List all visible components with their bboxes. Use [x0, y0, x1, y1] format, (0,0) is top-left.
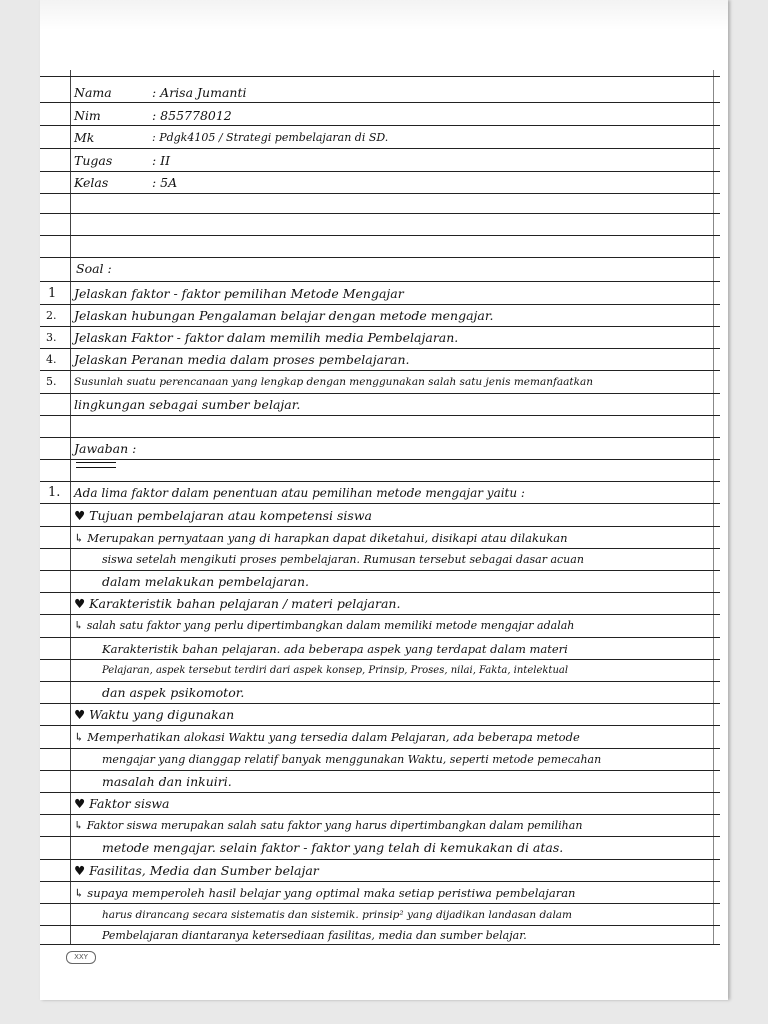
question-text: Jelaskan hubungan Pengalaman belajar dengan metode mengajar. — [74, 308, 494, 323]
notebook-page — [40, 0, 728, 1000]
ruled-line — [40, 235, 720, 236]
ruled-line — [40, 125, 720, 126]
question-text: Susunlah suatu perencanaan yang lengkap dengan menggunakan salah satu jenis memanfaatkan — [74, 376, 593, 388]
question-text: Jelaskan faktor - faktor pemilihan Metode Mengajar — [74, 286, 404, 301]
ruled-line — [40, 348, 720, 349]
answer-line: ↳ Faktor siswa merupakan salah satu faktor yang harus dipertimbangkan dalam pemilihan — [74, 819, 583, 832]
class-value: : 5A — [152, 175, 178, 190]
ruled-line — [40, 748, 720, 749]
course-label: Mk — [74, 130, 95, 145]
ruled-line — [40, 659, 720, 660]
answer-line: Karakteristik bahan pelajaran. ada beberapa aspek yang terdapat dalam materi — [102, 642, 568, 656]
nim-value: : 855778012 — [152, 108, 232, 123]
answer-line: siswa setelah mengikuti proses pembelajaran. Rumusan tersebut sebagai dasar acuan — [102, 553, 584, 566]
question-number: 1 — [48, 286, 57, 301]
ruled-line — [40, 304, 720, 305]
heading-double-underline — [76, 462, 116, 468]
ruled-line — [40, 925, 720, 926]
ruled-line — [40, 503, 720, 504]
answer-number: 1. — [48, 485, 61, 500]
answer-line: ♥ Faktor siswa — [74, 796, 170, 811]
answer-line: ♥ Fasilitas, Media dan Sumber belajar — [74, 863, 319, 878]
ruled-line — [40, 903, 720, 904]
ruled-line — [40, 193, 720, 194]
answer-line: Pelajaran, aspek tersebut terdiri dari aspek konsep, Prinsip, Proses, nilai, Fakta, intelektual — [102, 665, 569, 676]
ruled-line — [40, 836, 720, 837]
ruled-line — [40, 859, 720, 860]
answer-line: ♥ Tujuan pembelajaran atau kompetensi siswa — [74, 508, 372, 523]
answer-line: masalah dan inkuiri. — [102, 774, 232, 789]
answers-heading: Jawaban : — [74, 441, 137, 456]
answer-line: metode mengajar. selain faktor - faktor yang telah di kemukakan di atas. — [102, 840, 564, 855]
name-value: : Arisa Jumanti — [152, 85, 247, 100]
ruled-line — [40, 944, 720, 945]
ruled-line — [40, 592, 720, 593]
question-text: lingkungan sebagai sumber belajar. — [74, 397, 301, 412]
question-number: 3. — [46, 331, 57, 344]
ruled-line — [40, 171, 720, 172]
question-text: Jelaskan Faktor - faktor dalam memilih media Pembelajaran. — [74, 330, 459, 345]
name-label: Nama — [74, 85, 112, 100]
question-number: 4. — [46, 353, 57, 366]
answer-line: ♥ Karakteristik bahan pelajaran / materi pelajaran. — [74, 596, 401, 611]
ruled-line — [40, 637, 720, 638]
answer-line: dalam melakukan pembelajaran. — [102, 574, 309, 589]
ruled-line — [40, 257, 720, 258]
answer-line: ↳ Memperhatikan alokasi Waktu yang tersedia dalam Pelajaran, ada beberapa metode — [74, 730, 580, 744]
ruled-line — [40, 102, 720, 103]
question-number: 5. — [46, 375, 57, 388]
ruled-line — [40, 681, 720, 682]
ruled-line — [40, 437, 720, 438]
ruled-line — [40, 481, 720, 482]
course-value: : Pdgk4105 / Strategi pembelajaran di SD. — [152, 131, 389, 144]
ruled-line — [40, 148, 720, 149]
ruled-line — [40, 770, 720, 771]
ruled-line — [40, 548, 720, 549]
page-number-mark: XXY — [66, 951, 96, 964]
answer-intro: Ada lima faktor dalam penentuan atau pemilihan metode mengajar yaitu : — [74, 486, 525, 500]
assignment-value: : II — [152, 153, 171, 168]
ruled-line — [40, 281, 720, 282]
ruled-line — [40, 393, 720, 394]
answer-line: ♥ Waktu yang digunakan — [74, 707, 235, 722]
assignment-label: Tugas — [74, 153, 113, 168]
answer-line: mengajar yang dianggap relatif banyak menggunakan Waktu, seperti metode pemecahan — [102, 753, 602, 766]
answer-line: Pembelajaran diantaranya ketersediaan fasilitas, media dan sumber belajar. — [102, 929, 527, 942]
question-text: Jelaskan Peranan media dalam proses pembelajaran. — [74, 352, 410, 367]
answer-line: harus dirancang secara sistematis dan sistemik. prinsip² yang dijadikan landasan dalam — [102, 909, 573, 921]
ruled-line — [40, 814, 720, 815]
ruled-line — [40, 792, 720, 793]
ruled-line — [40, 76, 720, 77]
questions-heading: Soal : — [76, 261, 112, 276]
answer-line: dan aspek psikomotor. — [102, 685, 245, 700]
ruled-line — [40, 614, 720, 615]
ruled-line — [40, 326, 720, 327]
answer-line: ↳ Merupakan pernyataan yang di harapkan dapat diketahui, disikapi atau dilakukan — [74, 531, 568, 545]
ruled-line — [40, 459, 720, 460]
ruled-line — [40, 415, 720, 416]
ruled-line — [40, 213, 720, 214]
nim-label: Nim — [74, 108, 101, 123]
answer-line: ↳ supaya memperoleh hasil belajar yang optimal maka setiap peristiwa pembelajaran — [74, 886, 576, 900]
ruled-line — [40, 526, 720, 527]
ruled-line — [40, 725, 720, 726]
ruled-line — [40, 370, 720, 371]
question-number: 2. — [46, 309, 57, 322]
answer-line: ↳ salah satu faktor yang perlu dipertimbangkan dalam memiliki metode mengajar adalah — [74, 619, 575, 632]
ruled-line — [40, 570, 720, 571]
ruled-line — [40, 881, 720, 882]
class-label: Kelas — [74, 175, 109, 190]
ruled-line — [40, 703, 720, 704]
